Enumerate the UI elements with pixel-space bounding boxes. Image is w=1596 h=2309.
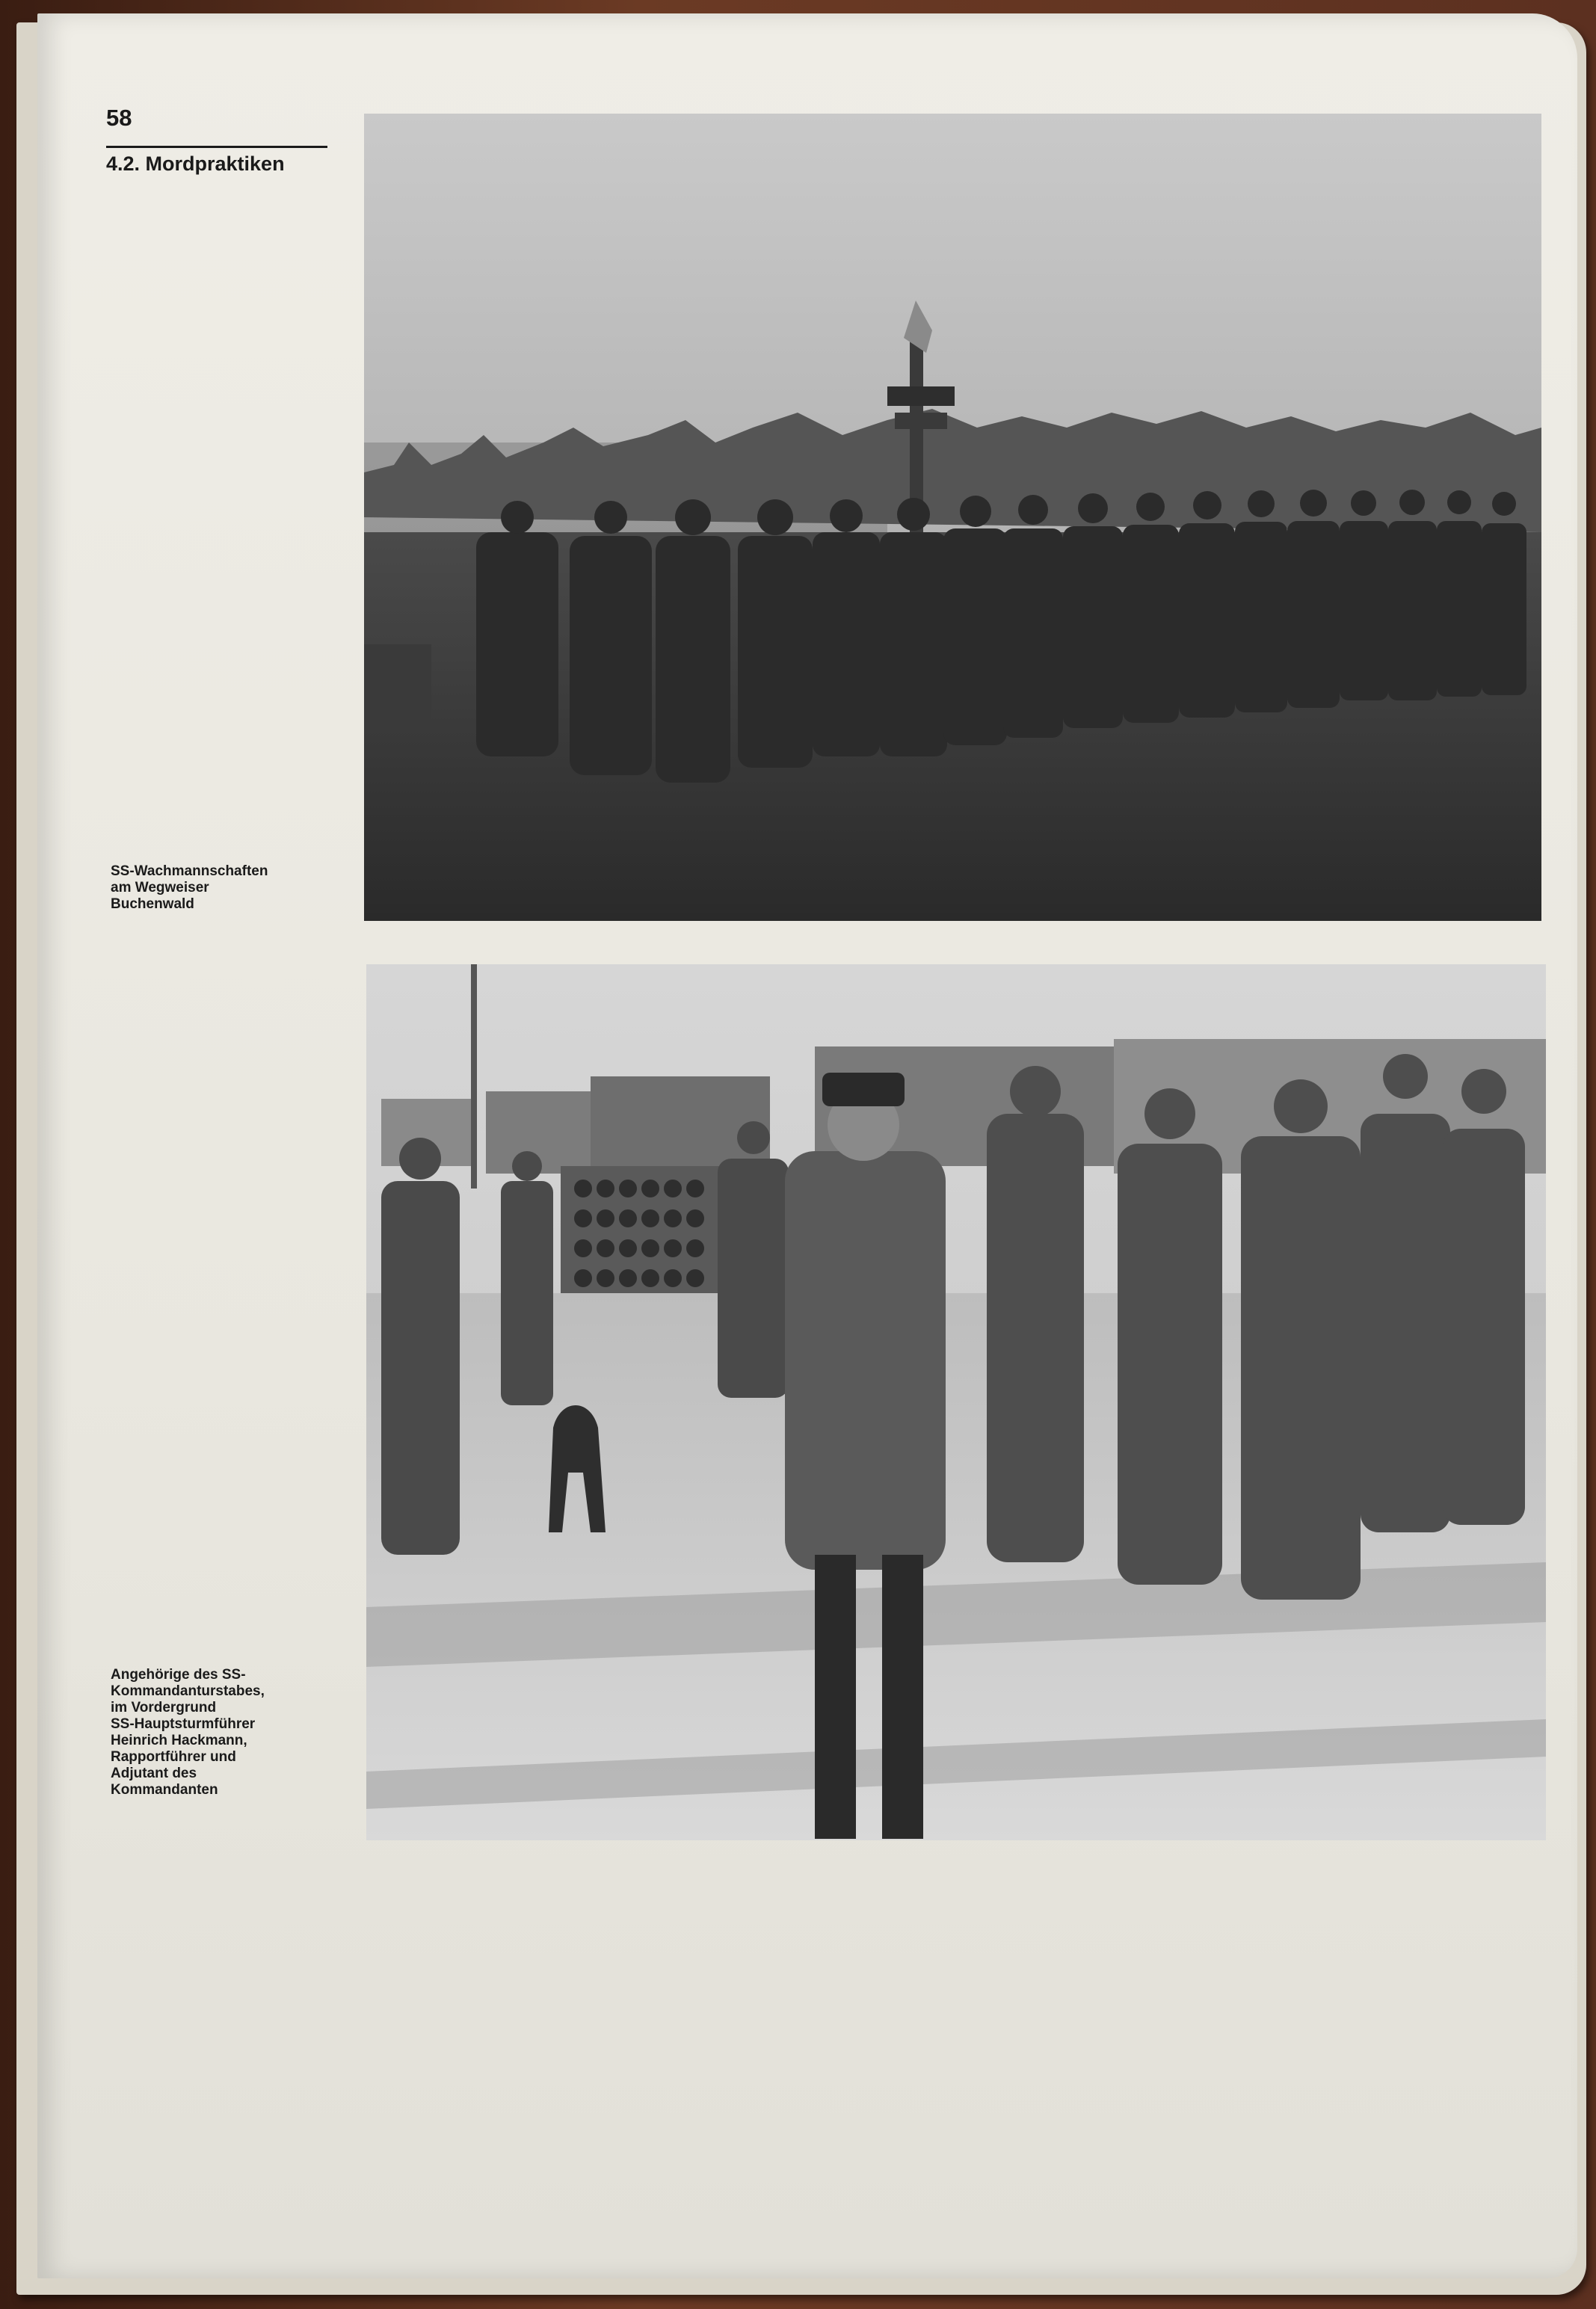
- page-number: 58: [106, 105, 132, 131]
- caption-marching-guards: SS-Wachmannschaften am Wegweiser Buchenwald: [111, 863, 268, 912]
- photo-marching-guards: [364, 114, 1541, 921]
- photo-kommandantur-staff: [366, 964, 1546, 1840]
- caption-kommandantur-staff: Angehörige des SS- Kommandanturstabes, im Vordergrund SS-Hauptsturmführer Heinrich Hackmann, Rapportführer und Adjutant des Kommandanten: [111, 1667, 265, 1798]
- section-title: 4.2. Mordpraktiken: [106, 152, 285, 175]
- header-rule: [106, 146, 327, 148]
